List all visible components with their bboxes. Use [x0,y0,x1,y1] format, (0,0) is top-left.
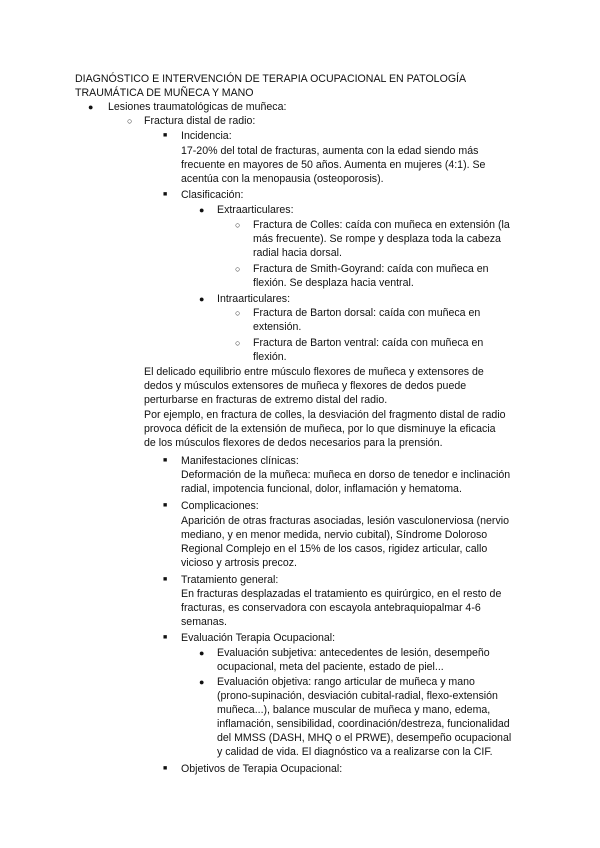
circle-bullet: ○ [235,338,241,348]
square-bullet: ■ [163,576,168,583]
paragraph-1-line-3: perturbarse en fracturas de extremo distal del radio. [144,394,388,406]
barton-ventral-line-2: flexión. [253,351,287,363]
tratamiento-line-1: En fracturas desplazadas el tratamiento es quirúrgico, en el resto de [181,588,502,600]
manifestaciones-heading: Manifestaciones clínicas: [181,455,299,467]
tratamiento-line-2: fracturas, es conservadora con escayola antebraquiopalmar 4-6 [181,602,481,614]
incidencia-text-line-2: frecuente en mayores de 50 años. Aumenta en mujeres (4:1). Se [181,159,486,171]
complicaciones-line-3: Regional Complejo en el 15% de los casos, rigidez articular, callo [181,543,488,555]
square-bullet: ■ [163,191,168,198]
square-bullet: ■ [163,457,168,464]
evaluacion-subjetiva-line-2: ocupacional, meta del paciente, estado de piel... [217,661,444,673]
objetivos-heading: Objetivos de Terapia Ocupacional: [181,763,343,775]
evaluacion-objetiva-line-1: Evaluación objetiva: rango articular de muñeca y mano [217,676,475,688]
circle-bullet: ○ [127,116,133,126]
disc-bullet: ● [199,677,205,687]
extraarticulares-heading: Extraarticulares: [217,204,294,216]
incidencia-text-line-1: 17-20% del total de fracturas, aumenta con la edad siendo más [181,145,479,157]
disc-bullet: ● [199,294,205,304]
square-bullet: ■ [163,634,168,641]
square-bullet: ■ [163,132,168,139]
paragraph-1-line-1: El delicado equilibrio entre músculo flexores de muñeca y extensores de [144,366,484,378]
barton-dorsal-line-1: Fractura de Barton dorsal: caída con muñeca en [253,307,481,319]
smith-line-2: flexión. Se desplaza hacia ventral. [253,277,414,289]
paragraph-2-line-2: provoca déficit de la extensión de muñeca, por lo que disminuye la eficacia [144,423,496,435]
tratamiento-line-3: semanas. [181,616,227,628]
circle-bullet: ○ [235,220,241,230]
square-bullet: ■ [163,765,168,772]
colles-line-2: más frecuente). Se rompe y desplaza toda la cabeza [253,233,501,245]
complicaciones-heading: Complicaciones: [181,500,259,512]
evaluacion-objetiva-line-4: inflamación, sensibilidad, coordinación/destreza, funcionalidad [217,718,510,730]
evaluacion-objetiva-line-6: y calidad de vida. El diagnóstico va a realizarse con la CIF. [217,746,493,758]
smith-line-1: Fractura de Smith-Goyrand: caída con muñeca en [253,263,489,275]
disc-bullet: ● [199,648,205,658]
disc-bullet: ● [88,102,94,112]
barton-ventral-line-1: Fractura de Barton ventral: caída con muñeca en [253,337,484,349]
square-bullet: ■ [163,502,168,509]
manifestaciones-line-2: radial, impotencia funcional, dolor, inflamación y hematoma. [181,483,462,495]
evaluacion-subjetiva-line-1: Evaluación subjetiva: antecedentes de lesión, desempeño [217,647,490,659]
list-item-lesiones: Lesiones traumatológicas de muñeca: [108,101,287,113]
complicaciones-line-2: mediano, y en menor medida, nervio cubital), Síndrome Doloroso [181,529,488,541]
complicaciones-line-4: vicioso y artrosis precoz. [181,557,297,569]
tratamiento-heading: Tratamiento general: [181,574,279,586]
barton-dorsal-line-2: extensión. [253,321,302,333]
incidencia-text-line-3: acentúa con la menopausia (osteoporosis). [181,173,384,185]
paragraph-1-line-2: dedos y músculos extensores de muñeca y flexores de dedos puede [144,380,467,392]
document-title-line-1: DIAGNÓSTICO E INTERVENCIÓN DE TERAPIA OCUPACIONAL EN PATOLOGÍA [75,73,467,85]
colles-line-3: radial hacia dorsal. [253,247,342,259]
intraarticulares-heading: Intraarticulares: [217,293,291,305]
document-title-line-2: TRAUMÁTICA DE MUÑECA Y MANO [75,87,254,99]
incidencia-heading: Incidencia: [181,130,232,142]
evaluacion-objetiva-line-3: muñeca...), balance muscular de muñeca y mano, edema, [217,704,491,716]
paragraph-2-line-3: de los músculos flexores de dedos necesarios para la prensión. [144,437,443,449]
evaluacion-objetiva-line-2: (prono-supinación, desviación cubital-radial, flexo-extensión [217,690,498,702]
circle-bullet: ○ [235,264,241,274]
evaluacion-heading: Evaluación Terapia Ocupacional: [181,632,336,644]
evaluacion-objetiva-line-5: del MMSS (DASH, MHQ o el PRWE), desempeño ocupacional [217,732,512,744]
clasificacion-heading: Clasificación: [181,189,244,201]
circle-bullet: ○ [235,308,241,318]
paragraph-2-line-1: Por ejemplo, en fractura de colles, la desviación del fragmento distal de radio [144,409,506,421]
complicaciones-line-1: Aparición de otras fracturas asociadas, lesión vasculonerviosa (nervio [181,515,509,527]
list-item-fractura-distal-radio: Fractura distal de radio: [144,115,256,127]
manifestaciones-line-1: Deformación de la muñeca: muñeca en dorso de tenedor e inclinación [181,469,511,481]
disc-bullet: ● [199,205,205,215]
colles-line-1: Fractura de Colles: caída con muñeca en extensión (la [253,219,510,231]
